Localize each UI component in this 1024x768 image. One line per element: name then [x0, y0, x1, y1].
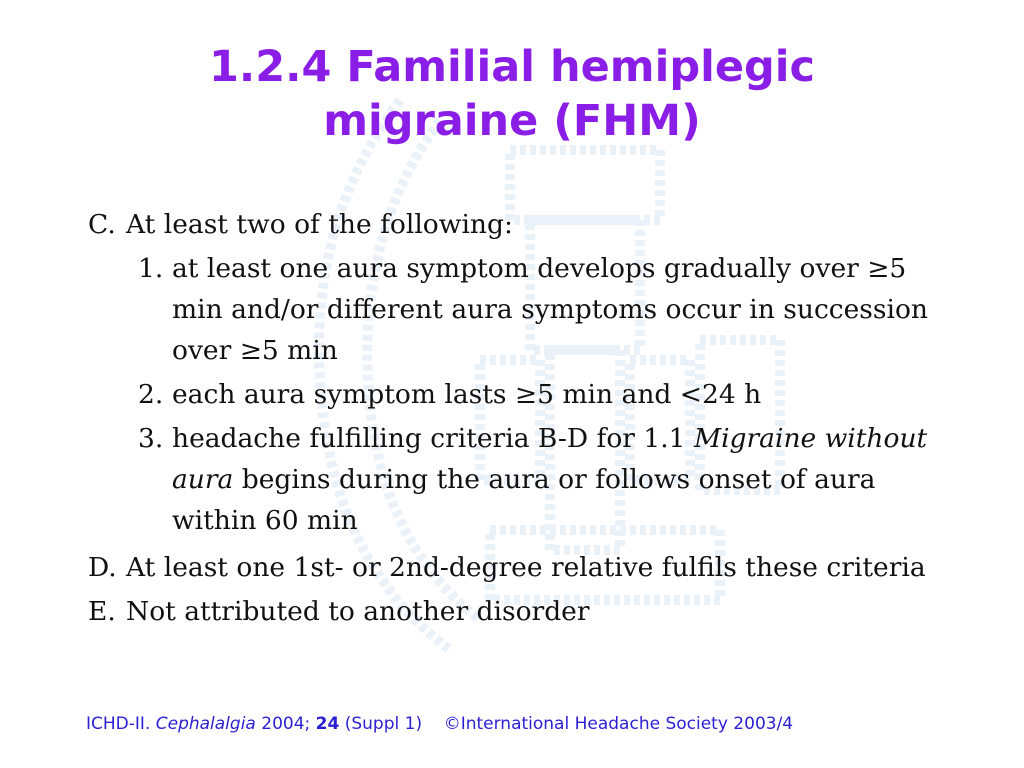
criterion-c [88, 204, 948, 245]
subcriterion-1-text: at least one aura symptom develops gradually over ≥5 min and/or different aura symptoms occur in succession over ≥5 min [172, 253, 929, 366]
criterion-d-text: At least one 1st- or 2nd-degree relative fulfils these criteria [126, 552, 926, 583]
subcriterion-1 [138, 248, 948, 371]
criterion-e-text: Not attributed to another disorder [126, 596, 590, 627]
subcriterion-3-text-before: headache fulfilling criteria B-D for 1.1 [172, 423, 694, 454]
subcriterion-2 [138, 374, 948, 415]
subcriterion-3-marker: 3. [138, 423, 164, 454]
subcriterion-3-text-after: begins during the aura or follows onset of aura within 60 min [172, 464, 876, 536]
title-line-2: migraine (FHM) [323, 96, 701, 146]
footer-volume: 24 [315, 714, 340, 734]
criterion-c-text: At least two of the following: [126, 209, 513, 240]
footer-year: 2004; [255, 714, 316, 734]
citation-footer [86, 714, 793, 734]
footer-copyright: ©International Headache Society 2003/4 [443, 714, 794, 734]
criteria-list [88, 204, 948, 632]
criterion-e [88, 591, 948, 632]
subcriterion-2-text: each aura symptom lasts ≥5 min and <24 h [172, 379, 762, 410]
subcriterion-3-text [172, 418, 948, 541]
footer-journal: Cephalalgia [155, 714, 256, 734]
slide-title [60, 40, 964, 148]
title-line-1: 1.2.4 Familial hemiplegic [208, 42, 816, 92]
criterion-d [88, 547, 948, 588]
subcriterion-2-marker: 2. [138, 379, 164, 410]
criterion-e-marker: E. [88, 596, 116, 627]
footer-prefix: ICHD-II. [86, 714, 156, 734]
subcriterion-3 [138, 418, 948, 541]
criterion-c-marker: C. [88, 209, 116, 240]
migraine-without-aura-term: Migraine without aura [172, 423, 928, 495]
subcriterion-1-marker: 1. [138, 253, 164, 284]
footer-suppl: (Suppl 1) [339, 714, 444, 734]
criterion-d-marker: D. [88, 552, 117, 583]
